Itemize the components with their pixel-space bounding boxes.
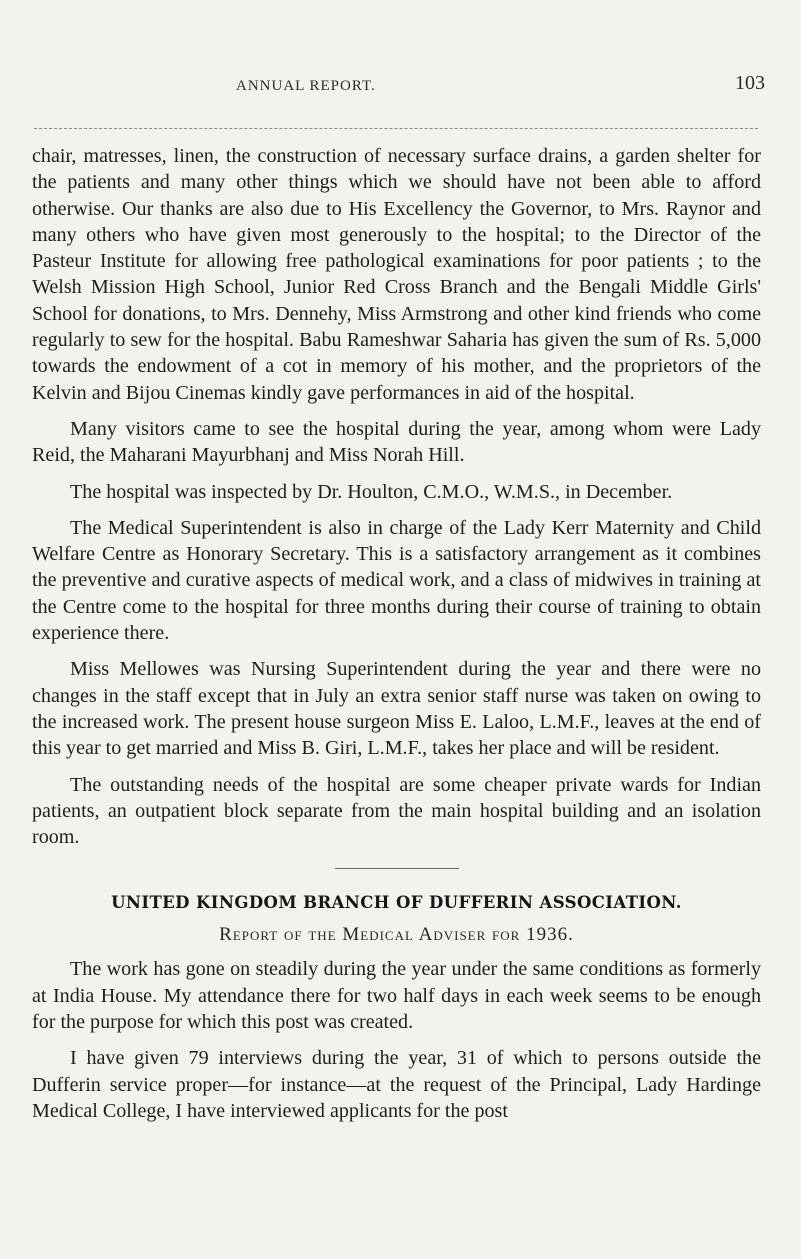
paragraph-interviews: I have given 79 interviews during the year, 31 of which to persons outside the Dufferin service proper—for instance—at the request of the Principal, Lady Hardinge Medical College, I have interviewed applicants for the post <box>32 1047 761 1122</box>
paragraph-acknowledgements: chair, matresses, linen, the construction of necessary surface drains, a garden shelter for the patients and many other things which we should have not been able to afford otherwise. Our thanks are also due to His Excellency the Governor, to Mrs. Raynor and many others who have given most generously to the hospital; to the Director of the Pasteur Institute for allowing free pathological examinations for poor patients ; to the Welsh Mission High School, Junior Red Cross Branch and the Bengali Middle Girls' School for donations, to Mrs. Dennehy, Miss Armstrong and other kind friends who come regularly to sew for the hospital. Babu Rameshwar Saharia has given the sum of Rs. 5,000 towards the endowment of a cot in memory of his mother, and the proprietors of the Kelvin and Bijou Cinemas kindly gave performances in aid of the hospital. <box>32 145 761 404</box>
section-subheading: Report of the Medical Adviser for 1936. <box>219 924 574 946</box>
paragraph-needs: The outstanding needs of the hospital are some cheaper private wards for Indian patients, an outpatient block separate from the main hospital building and an isolation room. <box>32 773 761 849</box>
paragraph-work-summary: The work has gone on steadily during the year under the same conditions as formerly at India House. My attendance there for two half days in each week seems to be enough for the purpose for which this post was created. <box>32 958 761 1034</box>
body-text <box>32 143 761 1134</box>
page-number: 103 <box>735 72 765 94</box>
section-heading: UNITED KINGDOM BRANCH OF DUFFERIN ASSOCIATION. <box>111 893 682 913</box>
section-divider <box>335 868 459 869</box>
running-head: ANNUAL REPORT. <box>236 78 376 94</box>
paragraph-inspection: The hospital was inspected by Dr. Houlton, C.M.O., W.M.S., in December. <box>70 480 673 503</box>
paragraph-visitors: Many visitors came to see the hospital during the year, among whom were Lady Reid, the Maharani Mayurbhanj and Miss Norah Hill. <box>32 417 761 467</box>
header-rule <box>34 128 758 129</box>
paragraph-staff: Miss Mellowes was Nursing Superintendent during the year and there were no changes in the staff except that in July an extra senior staff nurse was taken on owing to the increased work. The present house surgeon Miss E. Laloo, L.M.F., leaves at the end of this year to get married and Miss B. Giri, L.M.F., takes her place and will be resident. <box>32 658 761 760</box>
paragraph-maternity-centre: The Medical Superintendent is also in charge of the Lady Kerr Maternity and Child Welfare Centre as Honorary Secretary. This is a satisfactory arrangement as it combines the preventive and curative aspects of medical work, and a class of midwives in training at the Centre come to the hospital for three months during their course of training to obtain experience there. <box>32 516 761 645</box>
